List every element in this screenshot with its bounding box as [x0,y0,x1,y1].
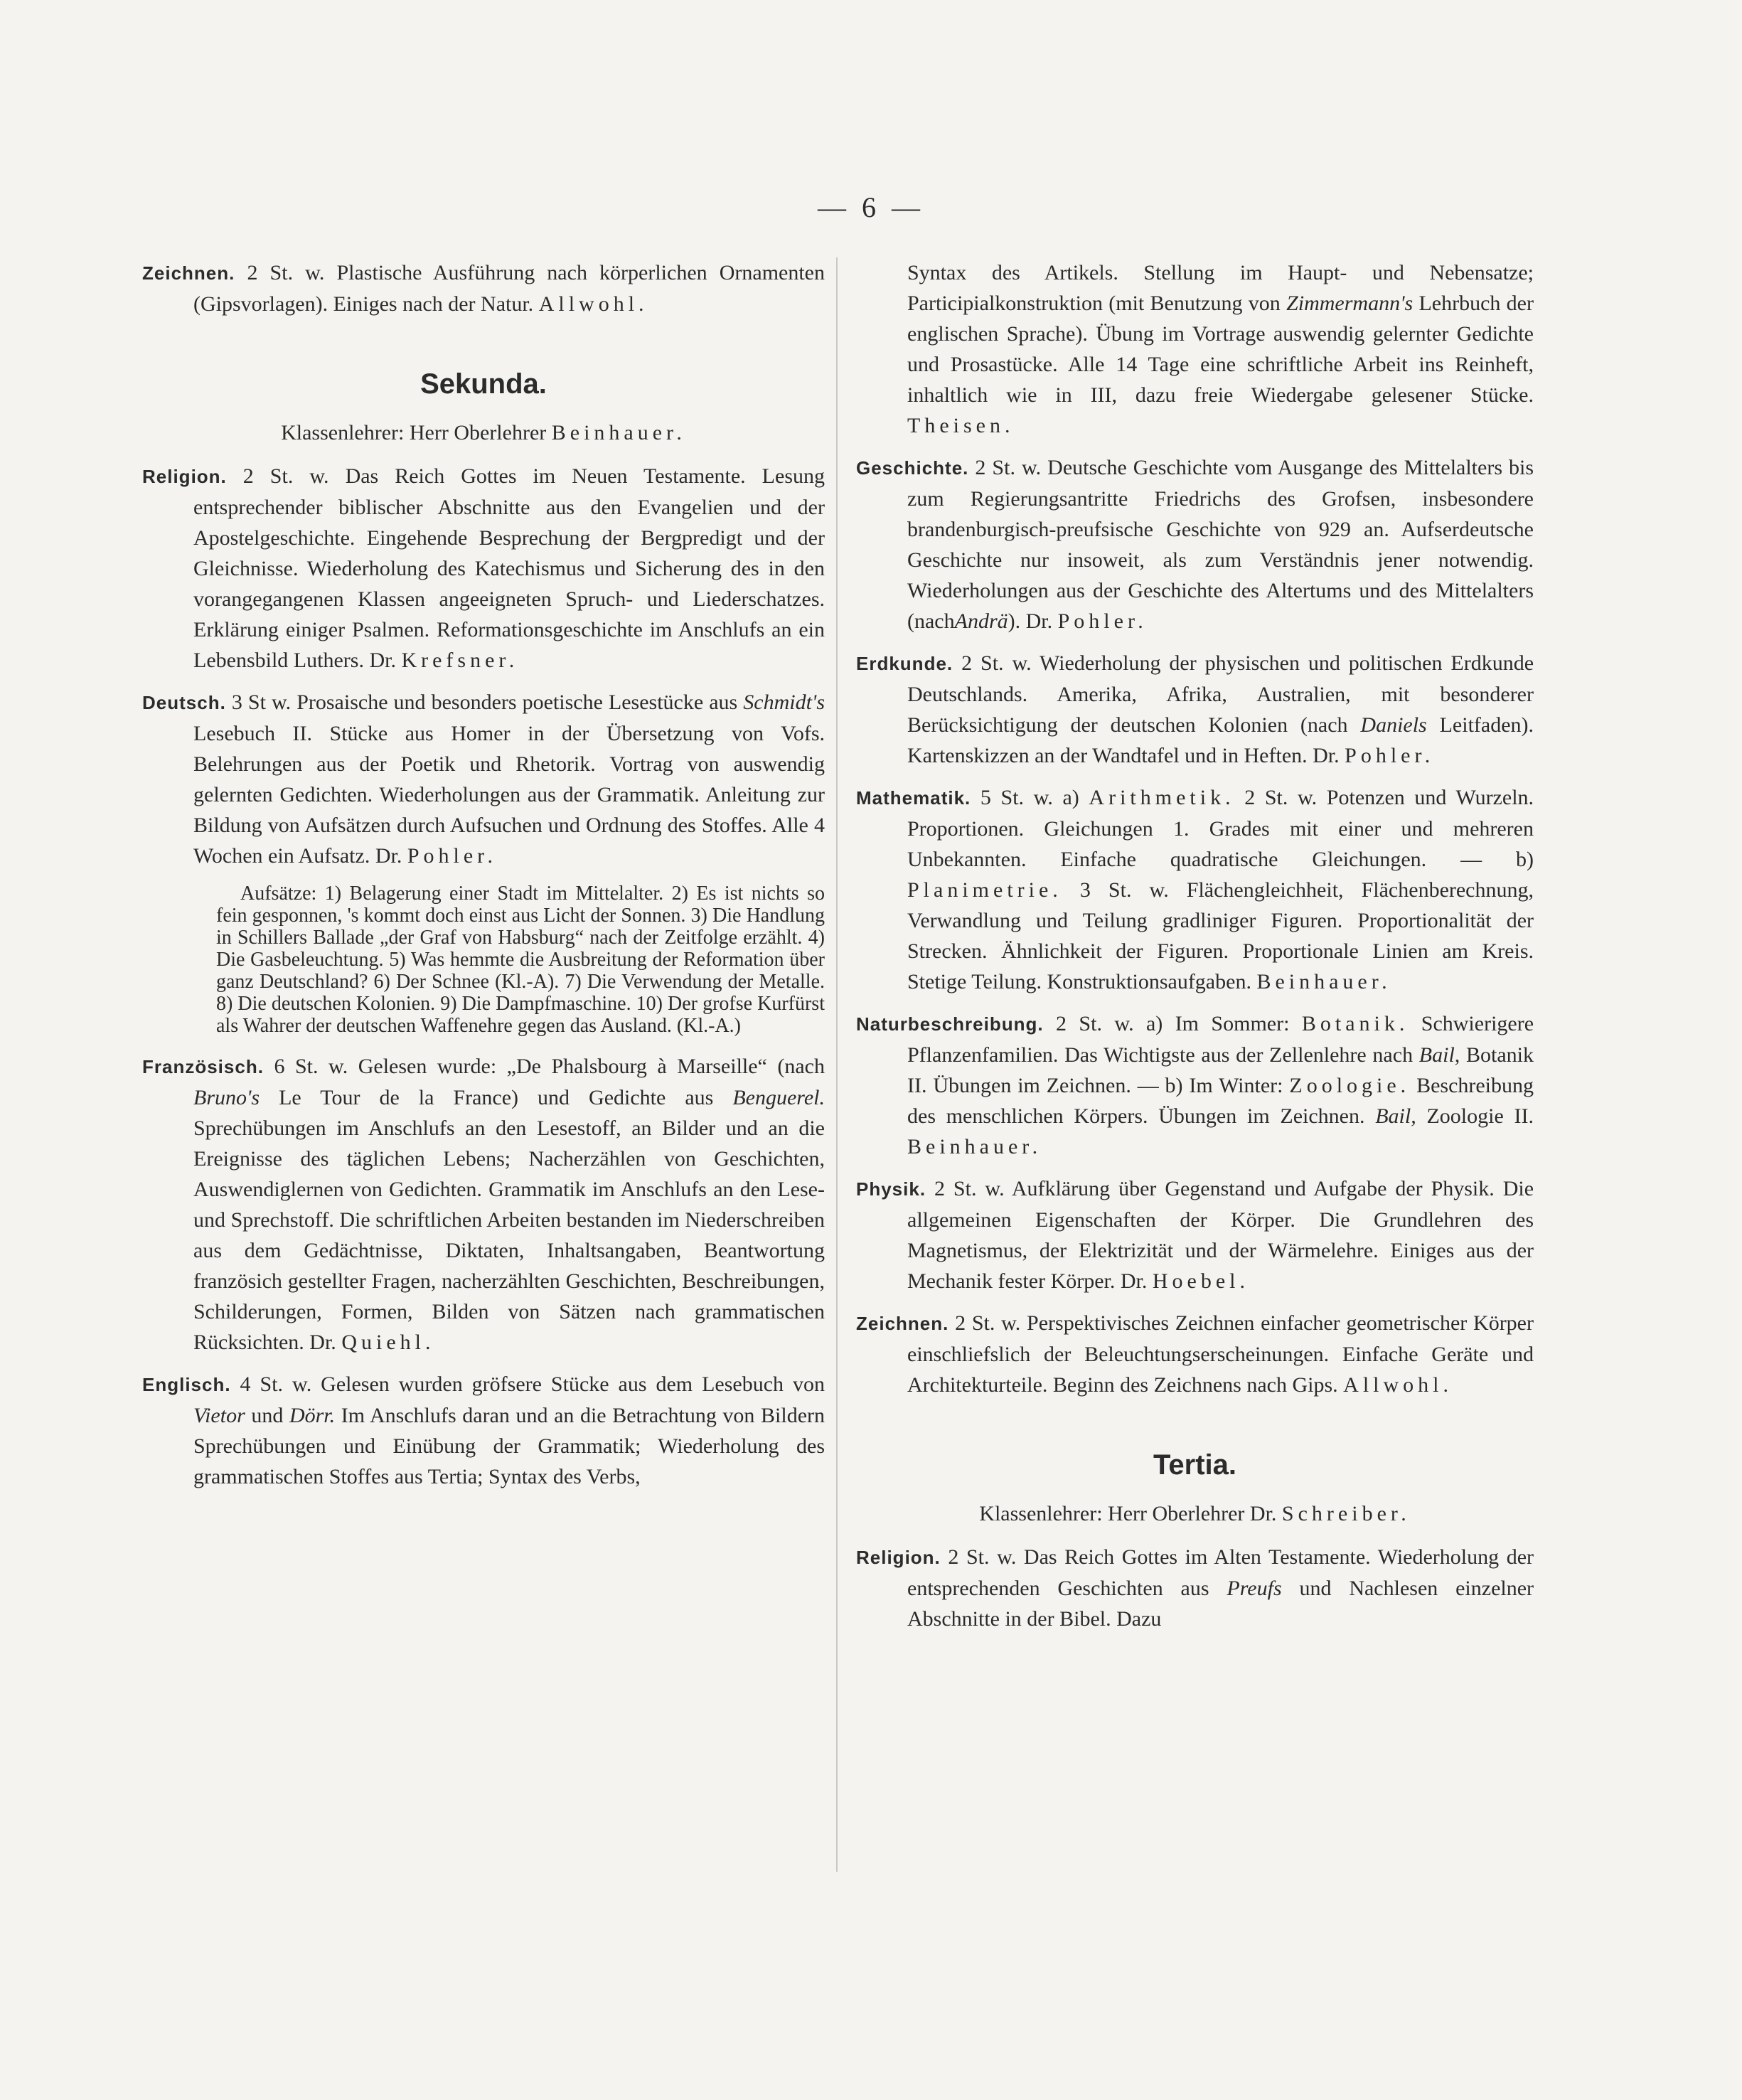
author-name: Vietor [193,1404,245,1427]
entry-text: 6 St. w. Gelesen wurde: „De Phalsbourg à Marseille“ (nach [274,1055,825,1078]
class-teacher-prefix: Klassenlehrer: Herr Oberlehrer Dr. [979,1502,1277,1525]
teacher-name: Pohler. [407,844,498,868]
entry-erdkunde [856,648,1534,771]
right-column [856,257,1534,1646]
column-divider [836,257,838,1872]
entry-religion [142,461,825,676]
entry-text: Lesebuch II. Stücke aus Homer in der Übersetzung von Vofs. Belehrungen aus der Poetik und Rhetorik. Vortrag von auswendig gelernten Gedichten. Wiederholungen aus der Grammatik. Anleitung zur Bildung von Aufsätzen durch Aufsuchen und Ordnung des Stoffes. Alle 4 Wochen ein Aufsatz. Dr. [193,722,825,868]
entry-heading: Geschichte. [856,457,969,479]
entry-heading: Mathematik. [856,787,971,809]
entry-englisch [142,1369,825,1492]
entry-zeichnen [856,1308,1534,1400]
teacher-name: Pohler. [1345,744,1435,767]
teacher-name: Hoebel. [1152,1269,1250,1293]
entry-heading: Erdkunde. [856,653,953,674]
teacher-name: Quiehl. [341,1331,435,1354]
class-teacher-line [856,1498,1534,1529]
entry-text: Syntax des Artikels. Stellung im Haupt- und Nebensatze; Participialkonstruktion (mit Benutzung von [907,261,1534,315]
teacher-name: Allwohl. [538,292,648,316]
class-teacher-name: Beinhauer. [551,421,686,444]
book-title: Bruno's [193,1086,260,1109]
section-title-sekunda: Sekunda. [420,368,547,400]
page-number: — 6 — [818,191,924,223]
entry-zeichnen-sekunda-prev [142,257,825,319]
entry-text: 2 St. w. Deutsche Geschichte vom Ausgange des Mittelalters bis zum Regierungsantritte Friedrichs des Grofsen, insbesondere brandenburgisch-preufsische Geschichte von 929 an. Aufserdeutsche Geschichte nur insoweit, als zum Verständnis jener notwendig. Wiederholungen aus der Geschichte des Altertums und des Mittelalters (nach [907,456,1534,633]
entry-religion-tertia [856,1542,1534,1634]
section-title-tertia: Tertia. [1153,1449,1237,1481]
subtopic-name: Arithmetik. [1089,786,1235,809]
entry-text: Botanik II. Übungen im Zeichnen. — b) Im Winter: [907,1043,1534,1097]
subtopic-name: Planimetrie. [907,878,1062,902]
entry-heading: Englisch. [142,1374,231,1395]
entry-mathematik [856,782,1534,997]
entry-text: Le Tour de la France) und Gedichte aus [279,1086,714,1109]
author-name: Bail, [1418,1043,1460,1067]
entry-heading: Religion. [142,466,227,487]
entry-text: ). Dr. [1008,609,1053,633]
author-name: Preufs [1227,1577,1282,1600]
class-teacher-name: Schreiber. [1281,1502,1411,1525]
entry-heading: Naturbeschreibung. [856,1013,1044,1035]
essay-topics [142,883,825,1037]
entry-deutsch [142,687,825,871]
left-column [142,257,825,1503]
entry-text: Lehrbuch der englischen Sprache). Übung im Vortrage auswendig gelernter Gedichte und Prosastücke. Alle 14 Tage eine schriftliche Arbeit ins Reinheft, inhaltlich wie in III, dazu freie Wiedergabe gelesener Stücke. [907,292,1534,407]
entry-text: 2 St. w. Das Reich Gottes im Neuen Testamente. Lesung entsprechender biblischer Abschnitte aus den Evangelien und der Apostelgeschichte. Eingehende Besprechung der Bergpredigt und der Gleichnisse. Wiederholung des Katechismus und Sicherung des in den vorangegangenen Klassen angeeigneten Spruch- und Liederschatzes. Erklärung einiger Psalmen. Reformationsgeschichte im Anschlufs an ein Lebensbild Luthers. Dr. [193,464,825,672]
book-title: Schmidt's [743,691,825,714]
entry-text: 2 St. w. Potenzen und Wurzeln. Proportionen. Gleichungen 1. Grades mit einer und mehreren Unbekannten. Einfache quadratische Gleichungen. — b) [907,786,1534,871]
entry-text: Zoologie II. [1426,1104,1534,1128]
entry-text: Im Anschlufs daran und an die Betrachtung von Bildern Sprechübungen und Einübung der Grammatik; Wiederholung des grammatischen Stoffes aus Tertia; Syntax des Verbs, [193,1404,825,1488]
entry-text: 3 St w. Prosaische und besonders poetische Lesestücke aus [231,691,738,714]
author-name: Dörr. [289,1404,336,1427]
entry-franzoesisch [142,1051,825,1358]
entry-naturbeschreibung [856,1008,1534,1162]
entry-text: 2 St. w. Wiederholung der physischen und politischen Erdkunde Deutschlands. Amerika, Afrika, Australien, mit besonderer Berücksichtigung der deutschen Kolonien (nach [907,651,1534,737]
entry-text: 2 St. w. Plastische Ausführung nach körperlichen Ornamenten (Gipsvorlagen). Einiges nach der Natur. [193,261,825,316]
teacher-name: Theisen. [907,414,1015,437]
entry-geschichte [856,452,1534,636]
entry-text: 2 St. w. Das Reich Gottes im Alten Testamente. Wiederholung der entsprechenden Geschichten aus [907,1545,1534,1600]
author-name: Bail, [1375,1104,1416,1128]
entry-text: 2 St. w. Aufklärung über Gegenstand und Aufgabe der Physik. Die allgemeinen Eigenschaften der Körper. Die Grundlehren des Magnetismus, der Elektrizität und der Wärmelehre. Einiges aus der Mechanik fester Körper. Dr. [907,1177,1534,1293]
entry-text: 2 St. w. a) Im Sommer: [1056,1012,1290,1035]
entry-text: 3 St. w. Flächengleichheit, Flächenberechnung, Verwandlung und Teilung gradliniger Figuren. Proportionalität der Strecken. Ähnlichkeit der Figuren. Proportionale Linien am Kreis. Stetige Teilung. Konstruktionsaufgaben. [907,878,1534,993]
book-title: Zimmermann's [1286,292,1414,315]
subtopic-name: Zoologie. [1289,1074,1411,1097]
book-title: Benguerel. [732,1086,825,1109]
entry-heading: Physik. [856,1178,926,1200]
class-teacher-prefix: Klassenlehrer: Herr Oberlehrer [281,421,547,444]
subtopic-name: Botanik. [1301,1012,1409,1035]
entry-text: Sprechübungen im Anschlufs an den Lesestoff, an Bilder und an die Ereignisse des täglichen Lebens; Nacherzählen von Geschichten, Auswendiglernen von Gedichten. Grammatik im Anschlufs an den Lese- und Sprechstoff. Die schriftlichen Arbeiten bestanden im Niederschreiben aus dem Gedächtnisse, Diktaten, Inhaltsangaben, Beantwortung französich gestellter Fragen, nacherzählten Geschichten, Beschreibungen, Schilderungen, Formen, Bilden von Sätzen nach grammatischen Rücksichten. Dr. [193,1116,825,1354]
teacher-name: Beinhauer. [907,1135,1042,1158]
entry-englisch-continued [856,257,1534,441]
teacher-name: Allwohl. [1343,1373,1453,1397]
author-name: Andrä [954,609,1008,633]
entry-text: und [251,1404,284,1427]
entry-heading: Deutsch. [142,692,226,713]
entry-heading: Französisch. [142,1056,264,1077]
essay-topics-text: Aufsätze: 1) Belagerung einer Stadt im Mittelalter. 2) Es ist nichts so fein gesponnen, 's kommt doch einst aus Licht der Sonnen. 3) Die Handlung in Schillers Ballade „der Graf von Habsburg“ nach der Zeitfolge erzählt. 4) Die Gasbeleuchtung. 5) Was hemmte die Ausbreitung der Reformation über ganz Deutschland? 6) Der Schnee (Kl.-A). 7) Die Verwendung der Metalle. 8) Die deutschen Kolonien. 9) Die Dampfmaschine. 10) Der grofse Kurfürst als Wahrer der deutschen Waffenehre gegen das Ausland. (Kl.-A.) [216,883,825,1037]
teacher-name: Pohler. [1057,609,1148,633]
entry-heading: Zeichnen. [142,262,235,284]
teacher-name: Krefsner. [401,649,519,672]
entry-text: Leitfaden). Kartenskizzen an der Wandtafel und in Heften. Dr. [907,713,1534,767]
class-teacher-line [142,417,825,448]
author-name: Daniels [1360,713,1427,737]
entry-physik [856,1173,1534,1296]
entry-text: 5 St. w. a) [980,786,1079,809]
teacher-name: Beinhauer. [1256,970,1391,993]
entry-text: Beschreibung des menschlichen Körpers. Übungen im Zeichnen. [907,1074,1534,1128]
entry-text: und Nachlesen einzelner Abschnitte in der Bibel. Dazu [907,1577,1534,1631]
entry-text: 2 St. w. Perspektivisches Zeichnen einfacher geometrischer Körper einschliefslich der Beleuchtungserscheinungen. Einfache Geräte und Architekturteile. Beginn des Zeichnens nach Gips. [907,1311,1534,1397]
entry-heading: Zeichnen. [856,1313,949,1334]
entry-heading: Religion. [856,1547,941,1568]
entry-text: Schwierigere Pflanzenfamilien. Das Wichtigste aus der Zellenlehre nach [907,1012,1534,1067]
entry-text: 4 St. w. Gelesen wurden gröfsere Stücke aus dem Lesebuch von [240,1373,825,1396]
